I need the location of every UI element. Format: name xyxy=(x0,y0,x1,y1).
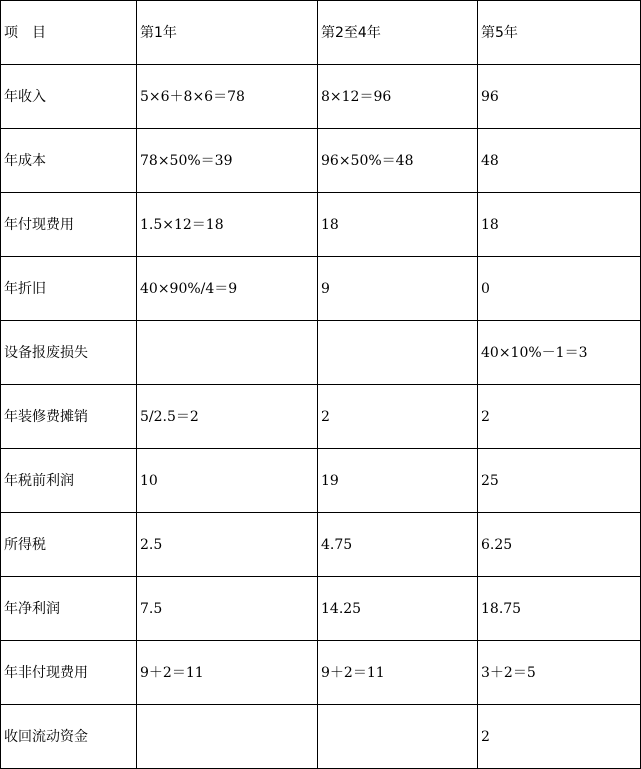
cell-year5: 18 xyxy=(478,193,641,257)
row-label: 设备报废损失 xyxy=(1,321,137,385)
table-row xyxy=(1,321,641,385)
cell-year1: 1.5×12＝18 xyxy=(137,193,318,257)
cell-year1: 5/2.5＝2 xyxy=(137,385,318,449)
cell-year1: 5×6＋8×6＝78 xyxy=(137,65,318,129)
cell-year2-4: 9 xyxy=(318,257,478,321)
cell-year2-4: 14.25 xyxy=(318,577,478,641)
table-row xyxy=(1,513,641,577)
cell-year2-4: 19 xyxy=(318,449,478,513)
cell-year5: 6.25 xyxy=(478,513,641,577)
cell-year5: 40×10%－1＝3 xyxy=(478,321,641,385)
table-row xyxy=(1,257,641,321)
cell-year1: 78×50%＝39 xyxy=(137,129,318,193)
cell-year2-4: 8×12＝96 xyxy=(318,65,478,129)
row-label: 年税前利润 xyxy=(1,449,137,513)
cell-year5: 2 xyxy=(478,705,641,769)
row-label: 年装修费摊销 xyxy=(1,385,137,449)
table-row xyxy=(1,577,641,641)
header-cell-item: 项 目 xyxy=(1,1,137,65)
header-cell-year1: 第1年 xyxy=(137,1,318,65)
header-cell-year2-4: 第2至4年 xyxy=(318,1,478,65)
row-label: 所得税 xyxy=(1,513,137,577)
table-row xyxy=(1,449,641,513)
cell-year1 xyxy=(137,321,318,385)
cell-year2-4: 96×50%＝48 xyxy=(318,129,478,193)
cell-year2-4 xyxy=(318,321,478,385)
cell-year5: 18.75 xyxy=(478,577,641,641)
cell-year2-4: 4.75 xyxy=(318,513,478,577)
cell-year1: 2.5 xyxy=(137,513,318,577)
table-row xyxy=(1,129,641,193)
cell-year1: 40×90%/4＝9 xyxy=(137,257,318,321)
row-label: 年折旧 xyxy=(1,257,137,321)
cell-year1: 9＋2＝11 xyxy=(137,641,318,705)
row-label: 年付现费用 xyxy=(1,193,137,257)
cell-year2-4: 2 xyxy=(318,385,478,449)
cell-year5: 48 xyxy=(478,129,641,193)
row-label: 年净利润 xyxy=(1,577,137,641)
table-row xyxy=(1,193,641,257)
cell-year1: 7.5 xyxy=(137,577,318,641)
row-label: 年收入 xyxy=(1,65,137,129)
cell-year5: 96 xyxy=(478,65,641,129)
table-row xyxy=(1,641,641,705)
cell-year5: 2 xyxy=(478,385,641,449)
cell-year1: 10 xyxy=(137,449,318,513)
cell-year5: 0 xyxy=(478,257,641,321)
cell-year2-4: 9＋2＝11 xyxy=(318,641,478,705)
header-cell-year5: 第5年 xyxy=(478,1,641,65)
row-label: 收回流动资金 xyxy=(1,705,137,769)
cell-year5: 3＋2＝5 xyxy=(478,641,641,705)
row-label: 年非付现费用 xyxy=(1,641,137,705)
table-row xyxy=(1,385,641,449)
table-header-row xyxy=(1,1,641,65)
table-row xyxy=(1,65,641,129)
cell-year2-4: 18 xyxy=(318,193,478,257)
row-label: 年成本 xyxy=(1,129,137,193)
cell-year5: 25 xyxy=(478,449,641,513)
